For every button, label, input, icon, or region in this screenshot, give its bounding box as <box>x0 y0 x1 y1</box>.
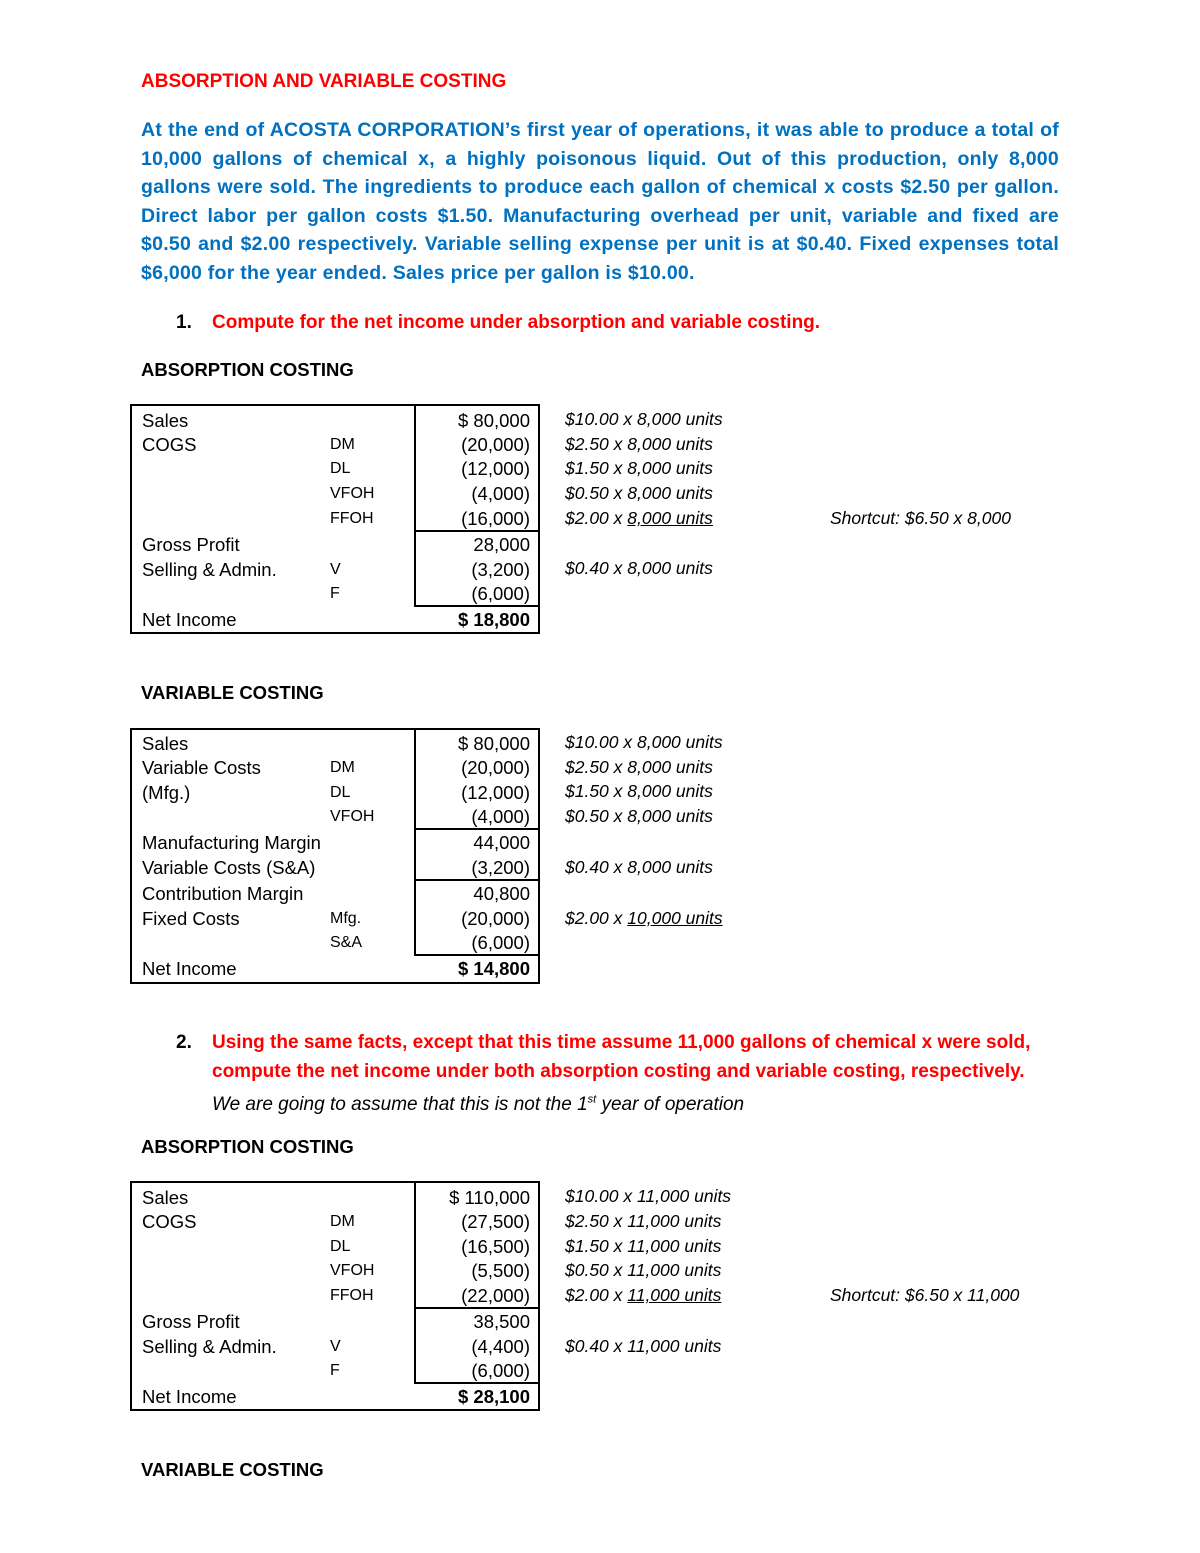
table-row: Gross Profit 38,500 <box>142 1311 530 1332</box>
computation-note: $10.00 x 11,000 units <box>565 1186 732 1206</box>
table-row: Gross Profit 28,000 <box>142 534 530 555</box>
section-heading-absorption-1: ABSORPTION COSTING <box>141 359 354 380</box>
subtotal-rule <box>414 879 538 881</box>
table-row: Fixed Costs Mfg. (20,000) <box>142 908 530 929</box>
computation-note: $2.00 x 8,000 units <box>565 508 713 528</box>
table-row: DL (12,000) <box>330 458 530 479</box>
table-row: Variable Costs DM (20,000) <box>142 757 530 778</box>
computation-note: $1.50 x 8,000 units <box>565 781 713 801</box>
computation-note: $2.50 x 8,000 units <box>565 434 713 454</box>
computation-note: $0.40 x 11,000 units <box>565 1336 722 1356</box>
table-row: FFOH (22,000) <box>330 1285 530 1306</box>
computation-note: $10.00 x 8,000 units <box>565 732 723 752</box>
computation-note: $1.50 x 8,000 units <box>565 458 713 478</box>
table-row: Net Income $ 14,800 <box>142 958 530 979</box>
computation-note: $0.50 x 11,000 units <box>565 1260 722 1280</box>
subtotal-rule <box>414 1307 538 1309</box>
table-row: Sales $ 80,000 <box>142 410 530 431</box>
absorption-costing-table-1 <box>130 404 540 634</box>
subtotal-rule <box>414 1382 538 1384</box>
question-2-text: Using the same facts, except that this time assume 11,000 gallons of chemical x were sold, compute the net income under both absorption costing and variable costing, respectively. We are going to assume that this is not the 1st year of operation <box>212 1032 1031 1116</box>
table-row: FFOH (16,000) <box>330 508 530 529</box>
table-row: COGS DM (20,000) <box>142 434 530 455</box>
table-row: DL (16,500) <box>330 1236 530 1257</box>
table-row: (Mfg.) DL (12,000) <box>142 782 530 803</box>
question-2-number: 2. <box>176 1032 192 1053</box>
subtotal-rule <box>414 605 538 607</box>
section-heading-absorption-2: ABSORPTION COSTING <box>141 1136 354 1157</box>
table-row: Sales $ 110,000 <box>142 1187 530 1208</box>
subtotal-rule <box>414 530 538 532</box>
table-row: Manufacturing Margin 44,000 <box>142 832 530 853</box>
table-row: VFOH (4,000) <box>330 483 530 504</box>
table-row: Selling & Admin. V (4,400) <box>142 1336 530 1357</box>
absorption-costing-table-2 <box>130 1181 540 1411</box>
subtotal-rule <box>414 954 538 956</box>
variable-costing-table-1 <box>130 728 540 984</box>
computation-note: $2.50 x 8,000 units <box>565 757 713 777</box>
computation-note: $2.00 x 10,000 units <box>565 908 723 928</box>
table-row: S&A (6,000) <box>330 932 530 953</box>
table-row: VFOH (5,500) <box>330 1260 530 1281</box>
shortcut-note: Shortcut: $6.50 x 8,000 <box>830 508 1011 528</box>
table-row: Contribution Margin 40,800 <box>142 883 530 904</box>
table-row: F (6,000) <box>330 583 530 604</box>
problem-statement: At the end of ACOSTA CORPORATION’s first year of operations, it was able to produce a total of 10,000 gallons of chemical x, a highly poisonous liquid. Out of this production, only 8,000 gallons were sold. The ingredients to produce each gallon of chemical x costs $2.50 per gallon. Direct labor per gallon costs $1.50. Manufacturing overhead per unit, variable and fixed are $0.50 and $2.00 respectively. Variable selling expense per unit is at $0.40. Fixed expenses total $6,000 for the year ended. Sales price per gallon is $10.00. <box>141 119 1059 284</box>
computation-note: $0.40 x 8,000 units <box>565 857 713 877</box>
section-heading-variable-1: VARIABLE COSTING <box>141 682 324 703</box>
computation-note: $0.40 x 8,000 units <box>565 558 713 578</box>
section-heading-variable-2: VARIABLE COSTING <box>141 1459 324 1480</box>
document-title: ABSORPTION AND VARIABLE COSTING <box>141 71 507 92</box>
table-row: F (6,000) <box>330 1360 530 1381</box>
question-1-text: Compute for the net income under absorption and variable costing. <box>212 312 821 333</box>
table-row: Sales $ 80,000 <box>142 733 530 754</box>
shortcut-note: Shortcut: $6.50 x 11,000 <box>830 1285 1020 1305</box>
computation-note: $10.00 x 8,000 units <box>565 409 723 429</box>
table-row: Net Income $ 18,800 <box>142 609 530 630</box>
table-row: COGS DM (27,500) <box>142 1211 530 1232</box>
question-1-number: 1. <box>176 312 192 333</box>
computation-note: $2.00 x 11,000 units <box>565 1285 722 1305</box>
table-row: Selling & Admin. V (3,200) <box>142 559 530 580</box>
computation-note: $1.50 x 11,000 units <box>565 1236 722 1256</box>
table-row: VFOH (4,000) <box>330 806 530 827</box>
subtotal-rule <box>414 828 538 830</box>
table-row: Net Income $ 28,100 <box>142 1386 530 1407</box>
computation-note: $0.50 x 8,000 units <box>565 483 713 503</box>
computation-note: $2.50 x 11,000 units <box>565 1211 722 1231</box>
table-row: Variable Costs (S&A) (3,200) <box>142 857 530 878</box>
computation-note: $0.50 x 8,000 units <box>565 806 713 826</box>
